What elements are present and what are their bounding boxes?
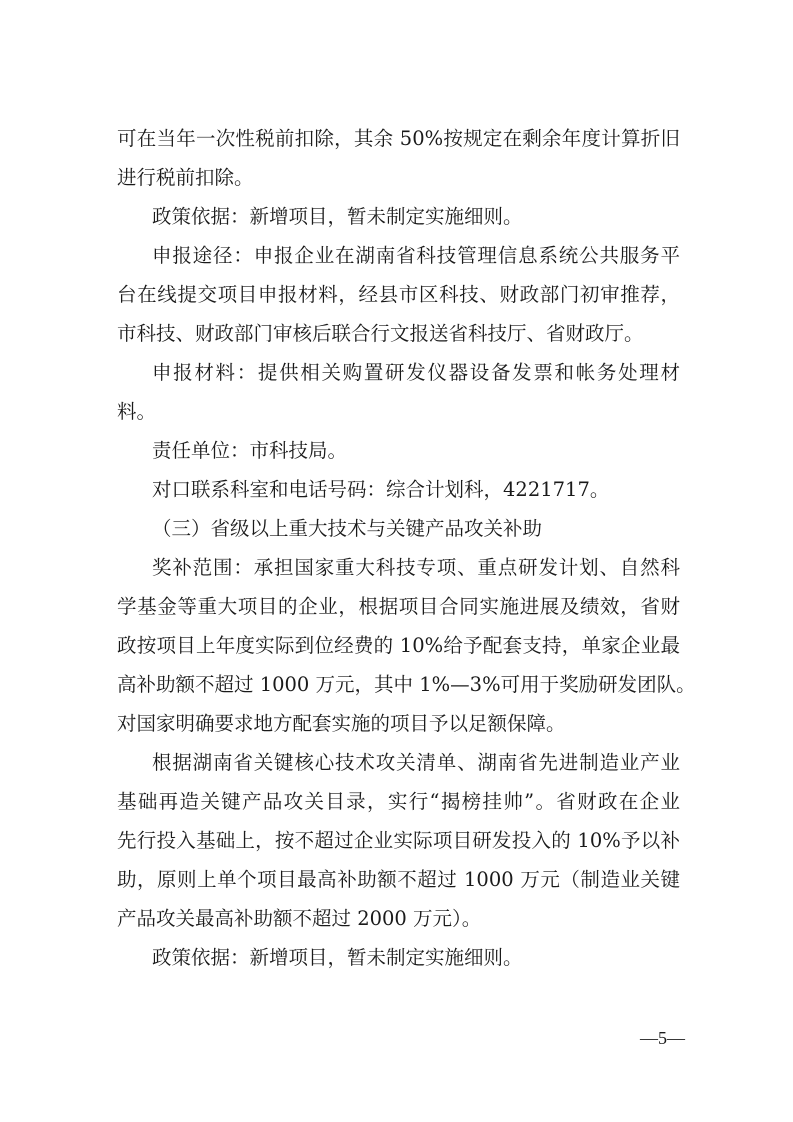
text-line: 市科技、财政部门审核后联合行文报送省科技厅、省财政厅。 bbox=[117, 322, 644, 345]
text-line: 料。 bbox=[117, 400, 157, 423]
text-line: 申报材料：提供相关购置研发仪器设备发票和帐务处理材 bbox=[152, 361, 680, 384]
text-line: 进行税前扣除。 bbox=[117, 166, 254, 189]
text-line: 政策依据：新增项目，暂未制定实施细则。 bbox=[152, 946, 523, 969]
text-line: 对口联系科室和电话号码：综合计划科，4221717。 bbox=[152, 478, 610, 501]
text-line: 学基金等重大项目的企业，根据项目合同实施进展及绩效，省财 bbox=[117, 595, 680, 618]
text-line: 基础再造关键产品攻关目录，实行“揭榜挂帅”。省财政在企业 bbox=[117, 790, 680, 813]
text-line: 政策依据：新增项目，暂未制定实施细则。 bbox=[152, 205, 523, 228]
text-line: 奖补范围：承担国家重大科技专项、重点研发计划、自然科 bbox=[152, 556, 680, 579]
text-line: 政按项目上年度实际到位经费的 10%给予配套支持，单家企业最 bbox=[117, 634, 680, 657]
text-line: 责任单位：市科技局。 bbox=[152, 439, 348, 462]
text-line: 对国家明确要求地方配套实施的项目予以足额保障。 bbox=[117, 712, 566, 735]
text-line: 高补助额不超过 1000 万元，其中 1%—3%可用于奖励研发团队。 bbox=[117, 673, 696, 696]
section-heading: （三）省级以上重大技术与关键产品攻关补助 bbox=[152, 517, 543, 540]
text-line: 可在当年一次性税前扣除，其余 50%按规定在剩余年度计算折旧 bbox=[117, 127, 680, 150]
text-line: 根据湖南省关键核心技术攻关清单、湖南省先进制造业产业 bbox=[152, 751, 680, 774]
page-number: —5— bbox=[640, 1028, 685, 1048]
text-line: 申报途径：申报企业在湖南省科技管理信息系统公共服务平 bbox=[152, 244, 680, 267]
text-line: 先行投入基础上，按不超过企业实际项目研发投入的 10%予以补 bbox=[117, 829, 680, 852]
text-line: 助，原则上单个项目最高补助额不超过 1000 万元（制造业关键 bbox=[117, 868, 680, 891]
text-line: 产品攻关最高补助额不超过 2000 万元）。 bbox=[117, 907, 482, 930]
text-line: 台在线提交项目申报材料，经县市区科技、财政部门初审推荐， bbox=[117, 283, 680, 306]
